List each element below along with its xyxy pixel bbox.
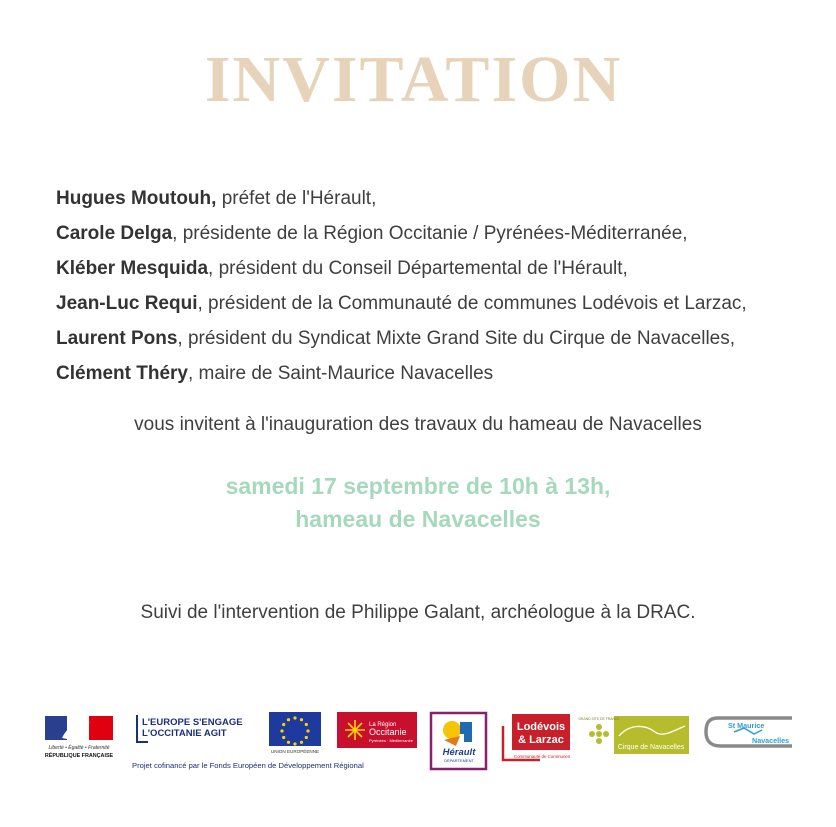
signer-name: Carole Delga [56, 223, 173, 244]
signer-role: , président de la Communauté de communes Lodévois et Larzac, [197, 293, 747, 314]
invite-text: vous invitent à l'inauguration des travaux du hameau de Navacelles [134, 414, 702, 435]
followup-text: Suivi de l'intervention de Philippe Galant, archéologue à la DRAC. [140, 602, 696, 623]
signer-name: Clément Théry [56, 363, 188, 384]
signer-role: , maire de Saint-Maurice Navacelles [187, 363, 494, 384]
republique-francaise-logo [42, 714, 116, 760]
signer-name: Hugues Moutouh, [56, 188, 217, 209]
signer-line [56, 216, 816, 251]
herault-name: Hérault [442, 747, 476, 758]
republique-motto: Liberté • Égalité • Fraternité [48, 745, 110, 751]
republique-name: RÉPUBLIQUE FRANÇAISE [44, 753, 114, 759]
signer-line [56, 251, 816, 286]
saint-maurice-line2: Navacelles [752, 736, 790, 745]
invitation-title: INVITATION [204, 43, 623, 116]
region-occitanie-logo [337, 712, 417, 748]
signer-role: préfet de l'Hérault, [216, 188, 377, 209]
europe-occitanie-logo [134, 712, 256, 748]
event-details [0, 470, 836, 536]
lodevois-line1: Lodévois [516, 721, 566, 733]
cirque-name: Cirque de Navacelles [617, 744, 685, 751]
event-place: hameau de Navacelles [295, 506, 541, 532]
occitan-cross-icon [345, 720, 365, 740]
saint-maurice-logo [704, 714, 796, 750]
signer-name: Jean-Luc Requi [56, 293, 198, 314]
event-date: samedi 17 septembre de 10h à 13h, [225, 473, 611, 499]
cirque-navacelles-logo [578, 714, 691, 756]
herault-logo [430, 712, 488, 770]
signer-line [56, 356, 816, 391]
signer-role: , président du Syndicat Mixte Grand Site du Cirque de Navacelles, [177, 328, 736, 349]
signer-line [56, 321, 816, 356]
saint-maurice-line1: St Maurice [728, 721, 765, 730]
signer-line [56, 286, 816, 321]
lodevois-line2: & Larzac [518, 734, 564, 746]
europe-line2: L'OCCITANIE AGIT [142, 728, 227, 739]
region-line3: Pyrénées · Méditerranée [369, 738, 414, 743]
signer-role: , présidente de la Région Occitanie / Pyrénées-Méditerranée, [172, 223, 688, 244]
cirque-side: GRAND SITE DE FRANCE [578, 717, 620, 721]
region-line1: La Région [369, 722, 397, 728]
herault-sub: DÉPARTEMENT [444, 758, 474, 763]
fonds-europeen-caption [132, 758, 422, 772]
ue-caption: UNION EUROPÉENNE [270, 749, 320, 754]
union-europeenne-logo [267, 712, 323, 756]
signer-name: Kléber Mesquida [56, 258, 209, 279]
region-line2: Occitanie [369, 727, 407, 737]
lodevois-sub: Communauté de Communes [513, 754, 571, 759]
signer-name: Laurent Pons [56, 328, 178, 349]
signer-line [56, 181, 816, 216]
europe-line1: L'EUROPE S'ENGAGE [142, 717, 243, 728]
fonds-caption: Projet cofinancé par le Fonds Européen de Développement Régional [132, 761, 364, 770]
lodevois-larzac-logo [500, 712, 572, 764]
signer-role: , président du Conseil Départemental de l'Hérault, [208, 258, 628, 279]
signers-list [56, 181, 816, 391]
